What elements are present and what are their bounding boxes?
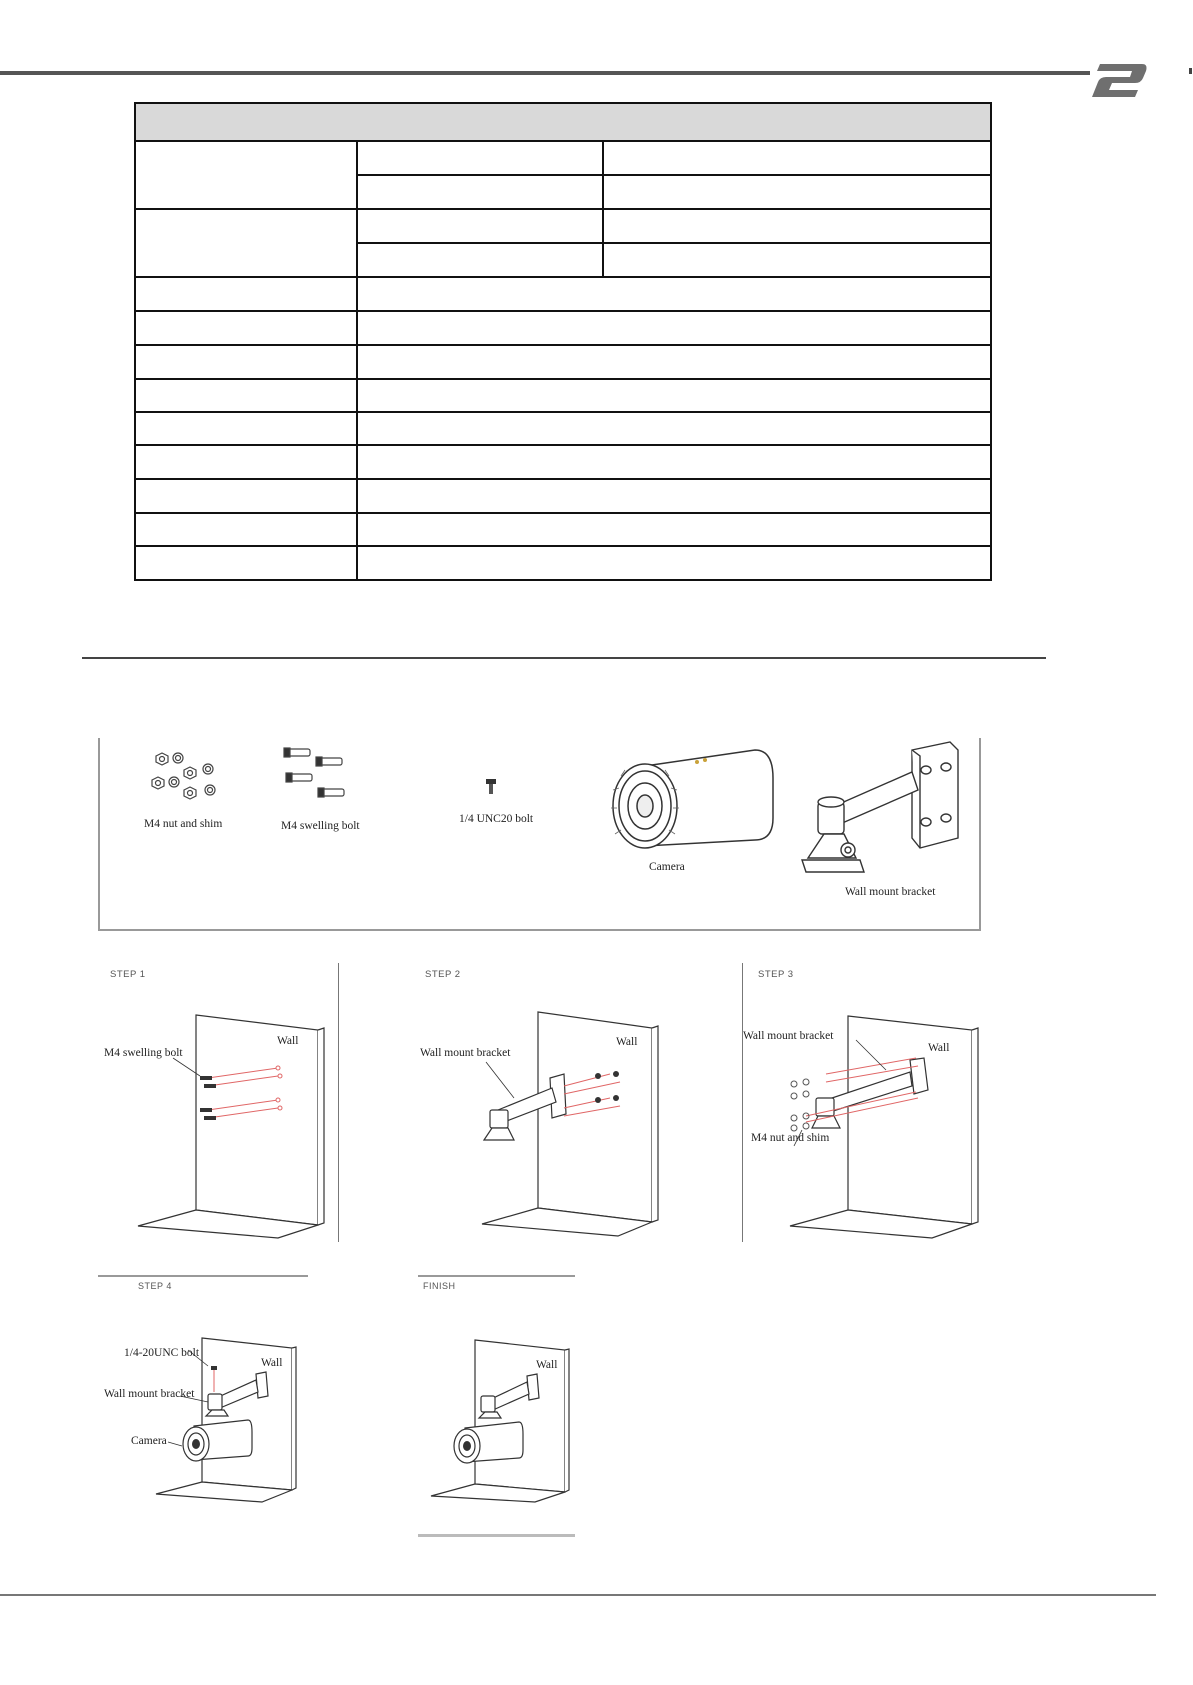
table-row (135, 379, 991, 412)
table-cell (357, 513, 991, 546)
step3-title: STEP 3 (758, 969, 794, 980)
table-cell (357, 311, 991, 345)
table-cell (357, 445, 991, 479)
camera-icon (605, 748, 775, 860)
finish-bottom-rule (418, 1534, 575, 1537)
step2-title: STEP 2 (425, 969, 461, 980)
table-cell (603, 243, 991, 277)
table-cell (357, 141, 603, 175)
table-row (135, 546, 991, 580)
table-row (135, 513, 991, 546)
table-cell (135, 445, 357, 479)
table-cell (357, 379, 991, 412)
table-cell (357, 479, 991, 513)
table-cell (603, 175, 991, 209)
nut-shim-label: M4 nut and shim (144, 818, 223, 830)
swelling-bolt-icon (282, 744, 362, 806)
table-row (135, 445, 991, 479)
table-cell (357, 175, 603, 209)
panel-divider (338, 963, 339, 1242)
table-row (135, 345, 991, 379)
table-cell (135, 209, 357, 277)
step3-wall-label: Wall (928, 1042, 950, 1054)
table-cell (603, 209, 991, 243)
step4-wall-label: Wall (261, 1357, 283, 1369)
footer-rule (0, 1594, 1156, 1596)
finish-title: FINISH (423, 1281, 456, 1291)
panel-divider (742, 963, 743, 1242)
table-cell (357, 412, 991, 445)
table-cell (135, 345, 357, 379)
header-edge-mark (1189, 68, 1192, 74)
table-cell (135, 479, 357, 513)
step1-callout: M4 swelling bolt (104, 1047, 183, 1059)
table-cell (135, 513, 357, 546)
step2-wall-label: Wall (616, 1036, 638, 1048)
table-cell (357, 345, 991, 379)
table-cell (357, 209, 603, 243)
step1-title: STEP 1 (110, 969, 146, 980)
wall-bracket-label: Wall mount bracket (845, 886, 936, 898)
step4-callout-camera: Camera (131, 1435, 167, 1447)
step2-illustration (460, 1010, 670, 1240)
table-row (135, 209, 991, 243)
table-row (135, 412, 991, 445)
table-cell (357, 546, 991, 580)
table-row (135, 479, 991, 513)
table-cell (135, 277, 357, 311)
swelling-bolt-label: M4 swelling bolt (281, 820, 360, 832)
step4-top-rule (98, 1275, 308, 1277)
header-rule (0, 71, 1090, 75)
step4-callout-bracket: Wall mount bracket (104, 1388, 195, 1400)
table-cell (135, 546, 357, 580)
camera-label: Camera (649, 861, 685, 873)
brand-logo (1086, 58, 1148, 100)
table-cell (603, 141, 991, 175)
table-row (135, 311, 991, 345)
table-cell (357, 243, 603, 277)
table-header-row (135, 103, 991, 141)
step3-callout-nut: M4 nut and shim (751, 1132, 830, 1144)
unc-bolt-label: 1/4 UNC20 bolt (459, 813, 534, 825)
spec-table (134, 102, 992, 581)
table-row (135, 277, 991, 311)
finish-wall-label: Wall (536, 1359, 558, 1371)
unc-bolt-icon (484, 778, 498, 796)
step1-wall-label: Wall (277, 1035, 299, 1047)
step4-callout-bolt: 1/4-20UNC bolt (124, 1347, 200, 1359)
table-cell (135, 412, 357, 445)
table-cell (135, 379, 357, 412)
step4-title: STEP 4 (138, 1281, 172, 1291)
wall-bracket-icon (800, 740, 985, 885)
table-cell (135, 141, 357, 209)
section-divider (82, 657, 1046, 659)
table-row (135, 141, 991, 175)
finish-top-rule (418, 1275, 575, 1277)
step2-callout: Wall mount bracket (420, 1047, 511, 1059)
table-header-cell (135, 103, 991, 141)
step3-callout-bracket: Wall mount bracket (743, 1030, 834, 1042)
nut-shim-icon (146, 748, 226, 803)
table-cell (135, 311, 357, 345)
table-cell (357, 277, 991, 311)
